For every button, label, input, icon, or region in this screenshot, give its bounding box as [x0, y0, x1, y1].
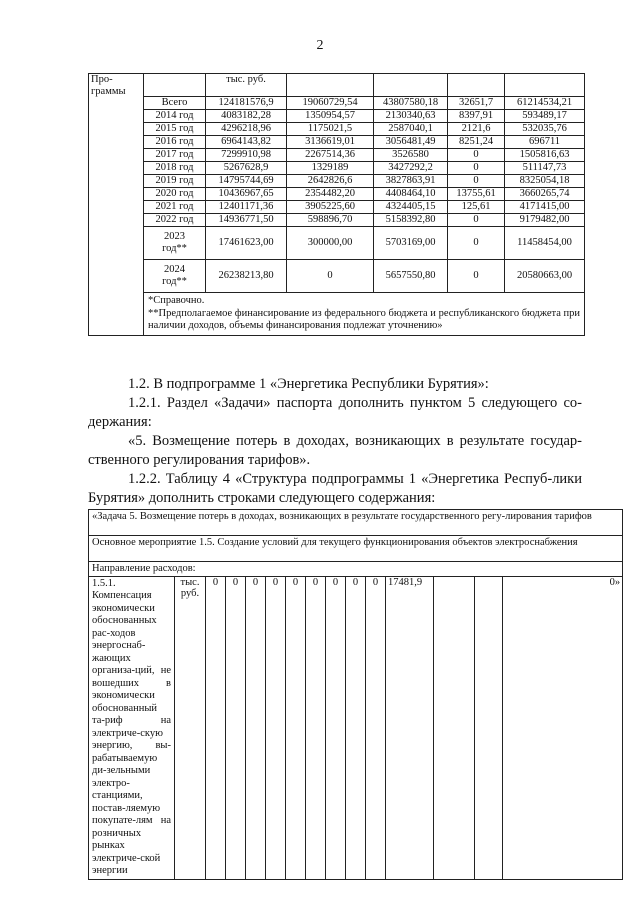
year-cell: 2023 год**: [144, 227, 206, 260]
subprogram-structure-table: [88, 509, 623, 880]
year-cell: 2022 год: [144, 214, 206, 227]
value-cell: 7299910,98: [206, 149, 287, 162]
value-cell: 598896,70: [287, 214, 374, 227]
value-cell: 5657550,80: [374, 260, 448, 293]
year-cell: 2020 год: [144, 188, 206, 201]
programs-label: Про- граммы: [89, 74, 144, 336]
value-cell: 5158392,80: [374, 214, 448, 227]
year-cell: 2016 год: [144, 136, 206, 149]
value-cell: 2267514,36: [287, 149, 374, 162]
value-cell: 13755,61: [448, 188, 505, 201]
table-row: [89, 123, 585, 136]
value-cell: 0: [448, 149, 505, 162]
year-cell: Всего: [144, 97, 206, 110]
value-cell: 26238213,80: [206, 260, 287, 293]
item-value-cell: 0: [346, 576, 366, 879]
item-value-cell: 0: [206, 576, 226, 879]
item-value-cell: 0: [226, 576, 246, 879]
value-cell: 2354482,20: [287, 188, 374, 201]
table-row: [89, 201, 585, 214]
empty-cell: [448, 74, 505, 97]
value-cell: 4296218,96: [206, 123, 287, 136]
item-description: 1.5.1. Компенсация экономически обоснованных рас-ходов энергоснаб-жающих организа-ций, не вошедших в экономически обоснованный та-риф на электриче-скую энергию, вы-рабатываемую ди-зельными электро-станциями, постав-ляемую покупате-лям на розничных рынках электриче-ской энергии: [89, 576, 175, 879]
value-cell: 3427292,2: [374, 162, 448, 175]
value-cell: 3905225,60: [287, 201, 374, 214]
value-cell: 4083182,28: [206, 110, 287, 123]
value-cell: 593489,17: [505, 110, 585, 123]
table-row: [89, 260, 585, 293]
value-cell: 19060729,54: [287, 97, 374, 110]
value-cell: 4171415,00: [505, 201, 585, 214]
value-cell: 8325054,18: [505, 175, 585, 188]
value-cell: 0: [448, 227, 505, 260]
value-cell: 1350954,57: [287, 110, 374, 123]
value-cell: 5267628,9: [206, 162, 287, 175]
value-cell: 8251,24: [448, 136, 505, 149]
table-row: [89, 97, 585, 110]
notes-cell: [144, 293, 585, 336]
value-cell: 0: [287, 260, 374, 293]
value-cell: 0: [448, 214, 505, 227]
value-cell: 12401171,36: [206, 201, 287, 214]
value-cell: 4324405,15: [374, 201, 448, 214]
year-cell: 2014 год: [144, 110, 206, 123]
value-cell: 0: [448, 260, 505, 293]
value-cell: 43807580,18: [374, 97, 448, 110]
item-value-cell: 0: [286, 576, 306, 879]
value-cell: 2130340,63: [374, 110, 448, 123]
note-forecast: **Предполагаемое финансирование из федерального бюджета и республиканского бюджета при наличии доходов, объемы финансирования подлежат уточнению»: [148, 307, 580, 331]
table-row: [89, 214, 585, 227]
year-cell: 2018 год: [144, 162, 206, 175]
value-cell: 0: [448, 175, 505, 188]
unit-label: тыс. руб.: [206, 74, 287, 97]
paragraph-2: 1.2.1. Раздел «Задачи» паспорта дополнить пунктом 5 следующего со-держания:: [88, 395, 582, 430]
year-cell: 2019 год: [144, 175, 206, 188]
value-cell: 4408464,10: [374, 188, 448, 201]
value-cell: 61214534,21: [505, 97, 585, 110]
item-value-cell: 0: [326, 576, 346, 879]
notes-row: [89, 293, 585, 336]
value-cell: 124181576,9: [206, 97, 287, 110]
value-cell: 3136619,01: [287, 136, 374, 149]
value-cell: 3056481,49: [374, 136, 448, 149]
value-cell: 8397,91: [448, 110, 505, 123]
financing-table: [88, 73, 585, 336]
table-row: [89, 188, 585, 201]
value-cell: 1505816,63: [505, 149, 585, 162]
value-cell: 3660265,74: [505, 188, 585, 201]
item-value-cell: 17481,9: [386, 576, 434, 879]
value-cell: 14795744,69: [206, 175, 287, 188]
table-row: [89, 136, 585, 149]
table-row: [89, 149, 585, 162]
value-cell: 0: [448, 162, 505, 175]
table-row: [89, 110, 585, 123]
paragraph-3: «5. Возмещение потерь в доходах, возникающих в результате государ-ственного регулирования тарифов».: [88, 433, 582, 468]
value-cell: 511147,73: [505, 162, 585, 175]
paragraph-4: 1.2.2. Таблицу 4 «Структура подпрограммы 1 «Энергетика Респуб-лики Бурятия» дополнить строками следующего содержания:: [88, 471, 582, 506]
table-row: [89, 162, 585, 175]
page-number: 2: [316, 38, 324, 53]
value-cell: 2587040,1: [374, 123, 448, 136]
empty-cell: [144, 74, 206, 97]
value-cell: 17461623,00: [206, 227, 287, 260]
value-cell: 3526580: [374, 149, 448, 162]
value-cell: 6964143,82: [206, 136, 287, 149]
value-cell: 11458454,00: [505, 227, 585, 260]
direction-row: Направление расходов:: [89, 562, 623, 577]
value-cell: 1175021,5: [287, 123, 374, 136]
value-cell: 10436967,65: [206, 188, 287, 201]
year-cell: 2024 год**: [144, 260, 206, 293]
task-row: «Задача 5. Возмещение потерь в доходах, возникающих в результате государственного регу-лирования тарифов: [89, 510, 623, 536]
value-cell: 696711: [505, 136, 585, 149]
value-cell: 300000,00: [287, 227, 374, 260]
empty-cell: [505, 74, 585, 97]
item-value-cell: 0: [266, 576, 286, 879]
value-cell: 32651,7: [448, 97, 505, 110]
value-cell: 9179482,00: [505, 214, 585, 227]
value-cell: 2642826,6: [287, 175, 374, 188]
item-value-cell: 0: [246, 576, 266, 879]
year-cell: 2015 год: [144, 123, 206, 136]
value-cell: 532035,76: [505, 123, 585, 136]
value-cell: 125,61: [448, 201, 505, 214]
activity-row: Основное мероприятие 1.5. Создание условий для текущего функционирования объектов электроснабжения: [89, 536, 623, 562]
value-cell: 2121,6: [448, 123, 505, 136]
paragraph-1: 1.2. В подпрограмме 1 «Энергетика Республики Бурятия»:: [128, 376, 489, 392]
value-cell: 5703169,00: [374, 227, 448, 260]
year-cell: 2017 год: [144, 149, 206, 162]
table-row: [89, 175, 585, 188]
item-unit: тыс. руб.: [175, 576, 206, 879]
value-cell: 20580663,00: [505, 260, 585, 293]
note-reference: *Справочно.: [148, 295, 205, 306]
item-value-cell: 0: [306, 576, 326, 879]
empty-cell: [287, 74, 374, 97]
item-value-cell: 0»: [503, 576, 623, 879]
value-cell: 14936771,50: [206, 214, 287, 227]
value-cell: 1329189: [287, 162, 374, 175]
item-value-cell: [475, 576, 503, 879]
item-value-cell: 0: [366, 576, 386, 879]
value-cell: 3827863,91: [374, 175, 448, 188]
table-row: [89, 227, 585, 260]
item-value-cell: [434, 576, 475, 879]
year-cell: 2021 год: [144, 201, 206, 214]
empty-cell: [374, 74, 448, 97]
